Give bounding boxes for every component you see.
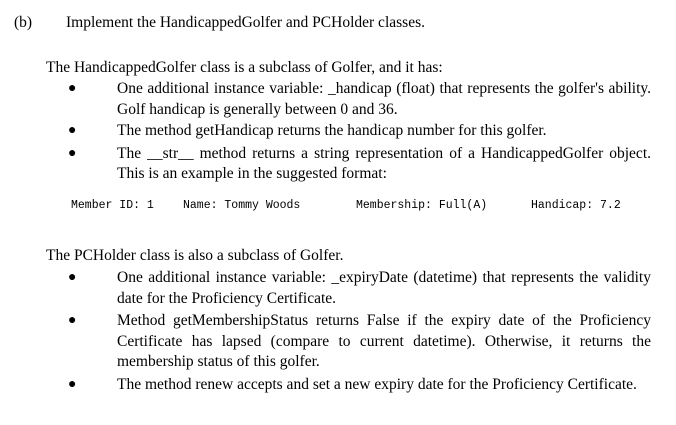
bullet-icon: ● [68, 145, 77, 161]
str-example-output [0, 197, 676, 215]
bullet-text: The method renew accepts and set a new expiry date for the Proficiency Certificate. [117, 375, 637, 393]
pcholder-intro: The PCHolder class is also a subclass of Golfer. [46, 247, 344, 264]
example-name: Name: Tommy Woods [183, 199, 301, 212]
example-membership: Membership: Full(A) [356, 199, 488, 212]
bullet-icon: ● [68, 81, 77, 96]
list-item [0, 144, 676, 185]
pcholder-bullets [0, 268, 676, 395]
bullet-text: One additional instance variable: _handicap (float) that represents the golfer's ability. Golf handicap is generally between 0 and 36. [117, 80, 651, 118]
list-item [0, 375, 676, 396]
bullet-text: The method getHandicap returns the handicap number for this golfer. [117, 122, 547, 139]
part-label: (b) [14, 14, 33, 31]
bullet-text: The __str__ method returns a string representation of a HandicappedGolfer object. This is an example in the suggested format: [117, 144, 651, 182]
handicapped-golfer-bullets [0, 79, 676, 185]
list-item [0, 79, 676, 120]
bullet-icon: ● [68, 313, 77, 328]
list-item [0, 121, 676, 142]
example-member-id: Member ID: 1 [71, 199, 154, 212]
example-handicap: Handicap: 7.2 [531, 199, 621, 212]
bullet-text: Method getMembershipStatus returns False if the expiry date of the Proficiency Certificate has lapsed (compare to current datetime). Otherwise, it returns the membership status of this golfer. [117, 312, 651, 370]
bullet-icon: ● [68, 376, 77, 392]
part-title: Implement the HandicappedGolfer and PCHolder classes. [66, 14, 425, 31]
list-item [0, 311, 676, 373]
bullet-icon: ● [68, 123, 77, 138]
bullet-icon: ● [68, 270, 77, 285]
bullet-text: One additional instance variable: _expiryDate (datetime) that represents the validity date for the Proficiency Certificate. [117, 269, 651, 307]
list-item [0, 268, 676, 309]
handicapped-golfer-intro: The HandicappedGolfer class is a subclass of Golfer, and it has: [46, 59, 443, 76]
